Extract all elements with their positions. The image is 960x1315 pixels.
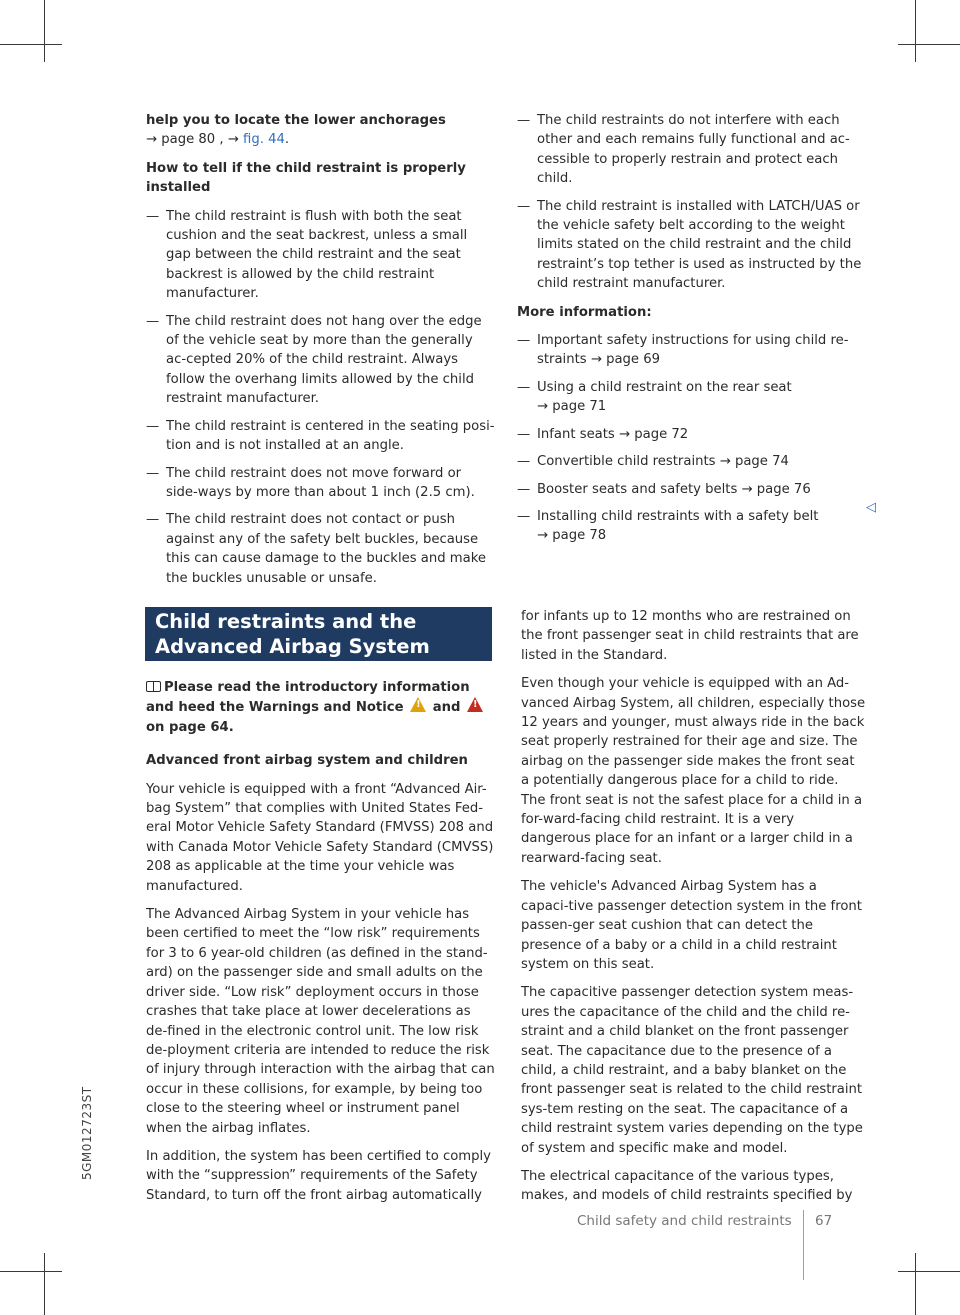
bottom-right-column <box>521 607 866 1215</box>
arrow-right-icon: → <box>619 426 631 442</box>
page-ref-link[interactable]: page 74 <box>734 454 789 470</box>
section-end-icon: ◁ <box>866 500 876 515</box>
figure-ref-link[interactable]: fig. 44 <box>243 132 285 148</box>
how-to-heading: How to tell if the child restraint is properly installed <box>146 160 466 196</box>
install-check-list-continued <box>517 111 862 294</box>
list-item: — The child restraint does not move forward or side-ways by more than about 1 inch (2.5 cm). <box>146 464 496 503</box>
arrow-right-icon: → <box>719 454 731 470</box>
paragraph: The electrical capacitance of the various types, makes, and models of child restraints specified by <box>521 1168 853 1204</box>
list-item: — Installing child restraints with a safety belt → page 78 <box>517 507 862 546</box>
crop-mark <box>898 44 960 45</box>
list-item: — Important safety instructions for using child re-straints → page 69 <box>517 331 862 370</box>
list-item: — The child restraint does not hang over the edge of the vehicle seat by more than the generally ac-cepted 20% of the child restraint. Always follow the overhang limits allowed by the child restraint manufacturer. <box>146 312 496 409</box>
crop-mark <box>898 1271 960 1272</box>
footer-divider <box>803 1210 804 1280</box>
arrow-right-icon: → <box>590 352 602 368</box>
list-item: — The child restraint does not contact or push against any of the safety belt buckles, because this can cause damage to the buckles and make the buckles unusable or unsafe. <box>146 510 496 588</box>
list-item: — Convertible child restraints → page 74 <box>517 452 862 471</box>
paragraph: The capacitive passenger detection system meas-ures the capacitance of the child and the child re-straint and a child blanket on the front passenger seat. The capacitance due to the presence of a child, a child restraint, and a baby blanket on the front passenger seat is related to the child restraint sys-tem resting on the seat. The capacitance of a child restraint system varies depending on the type of system and specific make and model. <box>521 985 863 1156</box>
paragraph: The Advanced Airbag System in your vehicle has been certified to meet the “low risk” requirements for 3 to 6 year-old children (as defined in the stand-ard) on the passenger side and small adults on the driver side. “Low risk” deployment occurs in those crashes that take place at lower decelerations as de-fined in the electronic control unit. The low risk de-ployment criteria are intended to reduce the risk of injury through interaction with the airbag that can occur in these collisions, for example, by being too close to the steering wheel or instrument panel when the airbag inflates. <box>146 907 495 1136</box>
bottom-left-column <box>146 678 496 1214</box>
arrow-right-icon: → <box>537 399 549 415</box>
crop-mark <box>915 1253 916 1315</box>
page-ref-link[interactable]: page 78 <box>552 528 607 544</box>
arrow-right-icon: → <box>227 132 239 148</box>
list-item: — Infant seats → page 72 <box>517 425 862 444</box>
lower-anchorages-title: help you to locate the lower anchorages <box>146 113 446 128</box>
more-info-list <box>517 331 862 546</box>
crop-mark <box>44 1253 45 1315</box>
crop-mark <box>915 0 916 62</box>
notice-icon <box>467 697 483 712</box>
subheading: Advanced front airbag system and children <box>146 753 468 769</box>
page-ref-link[interactable]: page 80 , <box>161 132 224 148</box>
list-item: — The child restraint is flush with both the seat cushion and the seat backrest, unless a small gap between the child restraint and the seat backrest is allowed by the child restraint manufacturer. <box>146 207 496 304</box>
list-item: — The child restraint is centered in the seating posi-tion and is not installed at an angle. <box>146 417 496 456</box>
page-ref-link[interactable]: page 69 <box>606 352 660 368</box>
arrow-right-icon: → <box>537 528 549 544</box>
more-info-heading: More information: <box>517 304 652 320</box>
top-right-column <box>517 111 862 555</box>
page-ref-link[interactable]: page 71 <box>552 399 607 415</box>
top-left-column <box>146 111 496 597</box>
section-title: Child restraints and the Advanced Airbag System <box>145 607 492 661</box>
paragraph: In addition, the system has been certified to comply with the “suppression” requirements of the Safety Standard, to turn off the front airbag automatically <box>146 1148 491 1203</box>
crop-mark <box>0 1271 62 1272</box>
paragraph: The vehicle's Advanced Airbag System has a capaci-tive passenger detection system in the front passen-ger seat cushion that can detect the presence of a baby or a child in a child restraint system on this seat. <box>521 879 862 972</box>
page-ref-link[interactable]: page 76 <box>756 481 811 497</box>
document-code: 5GM012723ST <box>80 1086 94 1180</box>
install-check-list <box>146 207 496 588</box>
intro-note: Please read the introductory information and heed the Warnings and Notice ! and ! on page 64. <box>146 678 496 737</box>
lower-anchorages-block: help you to locate the lower anchorages → page 80 , → fig. 44. <box>146 113 446 148</box>
list-item: — Booster seats and safety belts → page 76 <box>517 480 862 499</box>
warning-icon <box>410 697 426 712</box>
list-item: — Using a child restraint on the rear seat → page 71 <box>517 378 862 417</box>
list-item: — The child restraint is installed with LATCH/UAS or the vehicle safety belt according to the weight limits stated on the child restraint and the child restraint’s top tether is used as instructed by the child restraint manufacturer. <box>517 197 862 294</box>
page-number: 67 <box>815 1213 833 1229</box>
crop-mark <box>0 44 62 45</box>
page-ref-link[interactable]: page 72 <box>634 426 689 442</box>
arrow-right-icon: → <box>146 132 158 148</box>
chapter-name: Child safety and child restraints <box>577 1213 792 1229</box>
paragraph: Your vehicle is equipped with a front “Advanced Air-bag System” that complies with United States Fed-eral Motor Vehicle Safety Standard (FMVSS) 208 and with Canada Motor Vehicle Safety Standard (CMVSS) 208 as applicable at the time your vehicle was manufactured. <box>146 781 494 894</box>
list-item: — The child restraints do not interfere with each other and each remains fully functional and ac-cessible to properly restrain and protect each child. <box>517 111 862 189</box>
paragraph: for infants up to 12 months who are restrained on the front passenger seat in child restraints that are listed in the Standard. <box>521 609 859 663</box>
paragraph: Even though your vehicle is equipped with an Ad-vanced Airbag System, all children, especially those 12 years and younger, must always ride in the back seat properly restrained for their age and size. The airbag on the passenger side makes the front seat a potentially dangerous place for a child to ride. The front seat is not the safest place for a child in a for-ward-facing child restraint. It is a very dangerous place for an infant or a larger child in a rearward-facing seat. <box>521 676 866 866</box>
arrow-right-icon: → <box>741 481 753 497</box>
book-icon <box>146 681 161 692</box>
crop-mark <box>44 0 45 62</box>
